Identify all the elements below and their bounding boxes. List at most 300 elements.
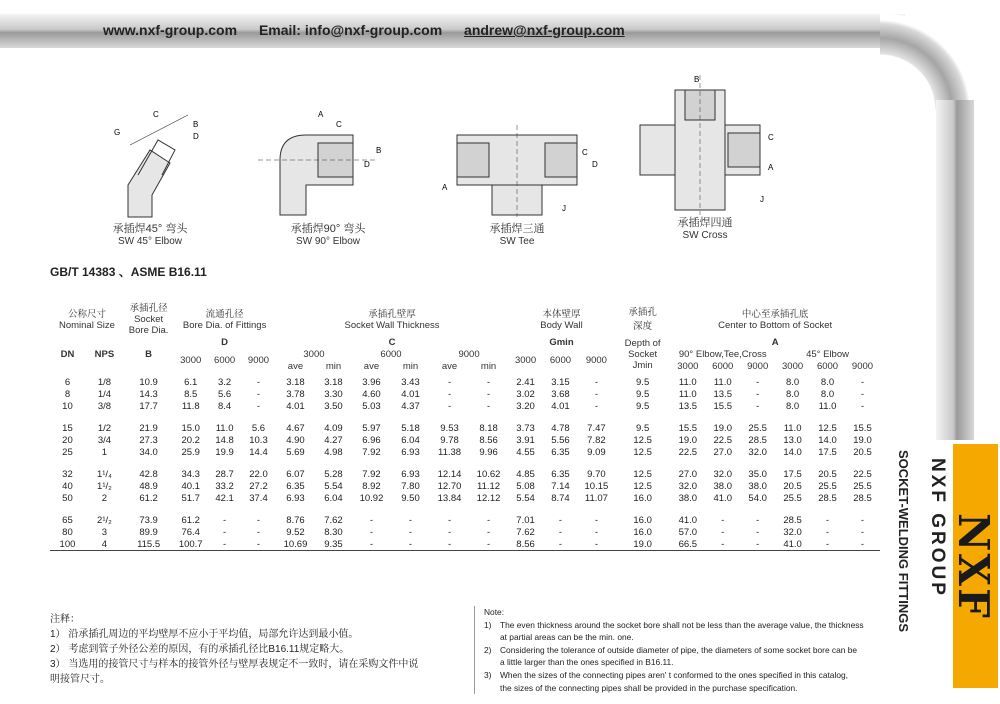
table-cell: 13.5 (678, 400, 698, 412)
note-line: at partial areas can be the min. one. (500, 632, 634, 643)
table-cell: 27.2 (249, 480, 268, 492)
table-cell: 10.15 (584, 480, 609, 492)
a90-6000: 6000 (712, 360, 734, 372)
table-cell: - (486, 526, 491, 538)
table-cell: 19.0 (633, 538, 652, 550)
table-cell: 8 (64, 388, 71, 400)
table-cell: 8.0 (820, 377, 835, 388)
table-cell: 9.5 (636, 423, 650, 434)
a45-6000: 6000 (816, 360, 839, 372)
table-cell: - (223, 538, 227, 550)
table-cell: 6.04 (401, 434, 420, 446)
table-cell: 8.76 (286, 515, 305, 526)
table-cell: - (594, 388, 598, 400)
table-cell: 20 (62, 434, 73, 446)
website-link[interactable]: www.nxf-group.com (103, 22, 238, 38)
table-cell: 9.5 (636, 388, 650, 400)
figure-tee-cn: 承插焊三通 (489, 223, 545, 235)
table-cell: 73.9 (139, 515, 158, 526)
table-cell: 16.0 (633, 526, 652, 538)
table-cell: 13.84 (437, 492, 462, 504)
table-cell: - (756, 377, 760, 388)
table-cell: 41.0 (713, 492, 732, 504)
table-cell: - (256, 526, 261, 538)
table-cell: 14.0 (818, 434, 837, 446)
table-cell: 66.5 (678, 538, 698, 550)
table-cell: 19.9 (215, 446, 234, 458)
dim-c-label-90: C (336, 120, 342, 129)
table-cell: 1¹/₄ (96, 469, 112, 480)
table-cell: - (594, 515, 598, 526)
table-cell: 51.7 (181, 492, 200, 504)
table-cell: - (756, 400, 760, 412)
table-cell: 3.50 (324, 400, 343, 412)
table-cell: - (721, 538, 725, 550)
table-cell: - (223, 526, 227, 538)
table-cell: 6.35 (286, 480, 305, 492)
rule-cell (50, 551, 880, 554)
table-cell: 3.2 (217, 377, 232, 388)
table-cell: - (721, 515, 725, 526)
table-cell: 12.5 (633, 446, 652, 458)
table-cell: 40 (62, 480, 73, 492)
table-cell: 50 (62, 492, 73, 504)
table-cell: 115.5 (137, 538, 161, 550)
bore-cn: 承插孔径 (129, 303, 168, 314)
c-6000-ave: ave (363, 360, 380, 372)
b-header: B (145, 348, 153, 360)
table-cell: 3.18 (324, 377, 343, 388)
table-cell: 4 (101, 538, 108, 550)
table-cell: 3.43 (401, 377, 420, 388)
table-cell: 54.0 (748, 492, 767, 504)
g-header: Gmin (549, 336, 574, 348)
table-cell: 28.5 (853, 492, 872, 504)
table-cell: 5.97 (362, 423, 381, 434)
elbow-90-drawing (258, 105, 398, 220)
nominal-size-header (50, 300, 124, 336)
notes-en (484, 606, 869, 694)
table-cell: - (756, 388, 760, 400)
table-row (50, 492, 880, 504)
d-header: D (221, 336, 229, 348)
table-cell: 6.96 (362, 434, 381, 446)
table-cell: 28.5 (783, 515, 802, 526)
table-cell: 4.98 (324, 446, 343, 458)
figure-tee (432, 105, 602, 247)
c-6000: 6000 (380, 348, 402, 360)
table-cell: 28.5 (748, 434, 767, 446)
table-cell: 20.5 (818, 469, 837, 480)
pipe-frame-right (936, 100, 974, 440)
table-cell: 2¹/₂ (97, 515, 112, 526)
table-cell: 5.08 (516, 480, 535, 492)
nominal-en: Nominal Size (58, 319, 115, 331)
dim-c-label-cross: C (768, 133, 774, 142)
bore-en2: Bore Dia. (128, 325, 169, 336)
a-header: A (771, 336, 779, 348)
c-3000-min: min (325, 360, 342, 372)
table-cell: 3 (101, 526, 108, 538)
table-row (50, 480, 880, 492)
notes-en-title: Note: (484, 607, 505, 617)
note-number: 3) (484, 669, 492, 680)
table-cell: 20.5 (783, 480, 802, 492)
table-cell: 16.0 (633, 492, 652, 504)
g-6000: 6000 (549, 354, 572, 366)
table-cell: 8.0 (785, 400, 800, 412)
figure-cross (630, 70, 780, 241)
table-cell: 37.4 (249, 492, 268, 504)
table-cell: 6.93 (401, 446, 420, 458)
table-cell: 10.9 (139, 377, 158, 388)
table-cell: 3.73 (516, 423, 535, 434)
wall-en: Socket Wall Thickness (344, 319, 440, 331)
table-cell: 4.27 (324, 434, 343, 446)
table-cell: 12.14 (437, 469, 462, 480)
table-cell: 4.60 (362, 388, 381, 400)
depth-cn2: 深度 (633, 321, 653, 332)
table-cell: 57.0 (678, 526, 698, 538)
table-cell: 32.0 (678, 480, 698, 492)
table-cell: 4.78 (551, 423, 570, 434)
table-cell: 17.7 (139, 400, 158, 412)
table-cell: 33.2 (215, 480, 234, 492)
table-cell: 7.80 (401, 480, 420, 492)
table-cell: 6.07 (286, 469, 305, 480)
table-cell: 38.0 (713, 480, 732, 492)
table-cell: 10 (62, 400, 73, 412)
notes-en-item-2 (484, 644, 869, 669)
table-cell: - (256, 400, 261, 412)
table-cell: 4.90 (286, 434, 305, 446)
figure-90-elbow (258, 105, 398, 247)
note-line: Considering the tolerance of outside diameter of pipe, the diameters of some socket bore can be (500, 644, 858, 655)
table-cell: 13.0 (783, 434, 802, 446)
table-cell: 5.03 (362, 400, 381, 412)
table-cell: 9.50 (401, 492, 420, 504)
table-cell: 3/8 (97, 400, 112, 412)
table-cell: - (594, 400, 598, 412)
table-row (50, 412, 880, 434)
c-9000-ave: ave (441, 360, 458, 372)
notes-en-item-3 (484, 669, 869, 694)
table-cell: 42.1 (215, 492, 234, 504)
table-cell: 15.0 (181, 423, 200, 434)
dim-a-label: A (318, 110, 324, 119)
spec-table (50, 300, 880, 553)
a90-3000: 3000 (677, 360, 699, 372)
table-cell: 3.15 (551, 377, 570, 388)
notes-divider (474, 606, 475, 694)
table-cell: 32 (62, 469, 73, 480)
dn-header: DN (60, 348, 75, 360)
table-row (50, 446, 880, 458)
table-cell: - (756, 526, 760, 538)
dim-g-label: G (114, 128, 121, 137)
table-cell: 11.0 (783, 423, 802, 434)
table-cell: 9.5 (636, 377, 650, 388)
tee-drawing (432, 105, 602, 220)
table-cell: 4.01 (286, 400, 305, 412)
table-cell: 19.0 (713, 423, 732, 434)
table-cell: 11.0 (678, 388, 697, 400)
table-row (50, 400, 880, 412)
dim-d-label: D (193, 132, 199, 141)
table-cell: - (256, 515, 261, 526)
dim-c-label-tee: C (582, 148, 588, 157)
depth-en1: Depth of (624, 337, 661, 349)
table-cell: 22.0 (249, 469, 268, 480)
d-3000: 3000 (180, 354, 202, 366)
table-cell: 9.52 (286, 526, 305, 538)
g-3000: 3000 (514, 354, 537, 366)
notes-cn-item: 1） 沿承插孔周边的平均壁厚不应小于平均值，局部允许达到最小值。 (50, 629, 359, 640)
table-cell: 6.35 (551, 446, 570, 458)
table-cell: 32.0 (748, 446, 767, 458)
table-cell: 14.8 (215, 434, 234, 446)
table-cell: - (369, 538, 374, 550)
table-cell: 11.07 (584, 492, 608, 504)
table-cell: 1¹/₂ (97, 480, 112, 492)
table-cell: 8.30 (324, 526, 343, 538)
table-cell: - (558, 526, 563, 538)
standard-label: GB/T 14383 、ASME B16.11 (50, 265, 207, 279)
table-cell: 19.0 (678, 434, 698, 446)
table-cell: 6.93 (401, 469, 420, 480)
dim-b-label-90: B (376, 146, 382, 155)
table-cell: 11.0 (818, 400, 837, 412)
dim-a-label-cross: A (768, 163, 774, 172)
notes-en-item-1 (484, 619, 869, 644)
table-cell: 1/2 (97, 423, 112, 434)
figure-cross-cn: 承插焊四通 (677, 217, 733, 229)
c-3000: 3000 (303, 348, 325, 360)
notes-cn-title: 注释： (50, 614, 80, 625)
table-cell: 20.2 (181, 434, 200, 446)
table-cell: 22.5 (853, 469, 872, 480)
table-cell: 11.38 (437, 446, 462, 458)
table-cell: 17.5 (783, 469, 802, 480)
table-cell: 6.93 (286, 492, 305, 504)
c-3000-ave: ave (287, 360, 304, 372)
table-cell: 4.01 (551, 400, 570, 412)
table-cell: 10.69 (283, 538, 308, 550)
table-cell: - (825, 538, 830, 550)
table-cell: 1/8 (97, 377, 112, 388)
table-cell: 25.5 (853, 480, 872, 492)
table-cell: - (486, 377, 491, 388)
table-cell: 4.37 (401, 400, 420, 412)
table-cell: 89.9 (139, 526, 158, 538)
table-cell: 8.92 (362, 480, 381, 492)
table-cell: 32.0 (783, 526, 802, 538)
table-cell: 4.09 (324, 423, 343, 434)
table-cell: 7.01 (516, 515, 535, 526)
table-cell: 6 (64, 377, 71, 388)
table-cell: 34.3 (181, 469, 200, 480)
table-cell: - (369, 526, 374, 538)
table-cell: 8.56 (516, 538, 535, 550)
g-9000: 9000 (585, 354, 607, 366)
table-cell: - (860, 377, 865, 388)
table-cell: 16.0 (633, 515, 652, 526)
table-cell: - (825, 526, 830, 538)
table-cell: 11.0 (713, 377, 732, 388)
a90-header: 90° Elbow,Tee,Cross (678, 348, 767, 360)
table-cell: 76.4 (181, 526, 200, 538)
figure-90-cn: 承插焊90° 弯头 (290, 223, 366, 235)
table-cell: 25.9 (181, 446, 200, 458)
table-cell: 22.5 (713, 434, 732, 446)
email-link[interactable]: Email: info@nxf-group.com (258, 22, 443, 38)
depth-header-cn (615, 300, 670, 336)
table-cell: 7.47 (587, 423, 606, 434)
table-cell: 8.0 (785, 388, 800, 400)
table-cell: 15.5 (678, 423, 698, 434)
table-cell: 5.28 (324, 469, 343, 480)
table-cell: 5.54 (324, 480, 343, 492)
table-cell: 10.3 (249, 434, 268, 446)
table-cell: 8.5 (184, 388, 198, 400)
table-cell: 4.67 (286, 423, 305, 434)
table-cell: 6.1 (184, 377, 198, 388)
c-9000-min: min (480, 360, 497, 372)
table-cell: 3/4 (97, 434, 112, 446)
table-cell: - (594, 538, 598, 550)
table-cell: 10.92 (359, 492, 384, 504)
table-cell: 21.9 (139, 423, 158, 434)
table-cell: 9.70 (587, 469, 606, 480)
flow-cn: 流通孔径 (205, 308, 244, 320)
table-cell: 9.35 (324, 538, 343, 550)
c-9000: 9000 (458, 348, 480, 360)
center-cn: 中心至承插孔底 (741, 308, 809, 320)
table-cell: 4.01 (401, 388, 420, 400)
table-cell: 3.18 (286, 377, 305, 388)
table-cell: - (756, 538, 760, 550)
table-cell: 12.70 (437, 480, 462, 492)
table-cell: 4.85 (516, 469, 535, 480)
logo-text: NXF (949, 512, 998, 620)
c-header: C (388, 336, 396, 348)
table-cell: - (408, 526, 413, 538)
table-cell: 22.5 (678, 446, 698, 458)
table-cell: 48.9 (139, 480, 158, 492)
table-cell: 2 (101, 492, 108, 504)
pipe-frame-bend (880, 14, 976, 110)
table-cell: 5.6 (217, 388, 232, 400)
table-row (50, 526, 880, 538)
table-cell: - (256, 388, 261, 400)
dim-b-label: B (193, 120, 199, 129)
table-cell: 38.0 (678, 492, 698, 504)
note-line: the sizes of the connecting pipes shall be provided in the purchase specification. (500, 682, 798, 693)
table-cell: - (825, 515, 830, 526)
table-cell: 15.5 (853, 423, 872, 434)
nps-header: NPS (94, 348, 115, 360)
notes-cn (50, 612, 470, 687)
table-cell: - (447, 400, 452, 412)
table-cell: 5.18 (401, 423, 420, 434)
table-cell: - (860, 388, 865, 400)
table-row (50, 372, 880, 388)
wall-cn: 承插孔壁厚 (368, 308, 416, 320)
d-9000: 9000 (247, 354, 270, 366)
table-cell: 42.8 (139, 469, 158, 480)
table-cell: - (447, 526, 452, 538)
center-header (670, 300, 880, 336)
table-cell: 35.0 (748, 469, 767, 480)
table-cell: 5.54 (516, 492, 535, 504)
table-cell: 27.0 (678, 469, 698, 480)
nxf-logo (949, 444, 998, 688)
table-cell: 5.56 (551, 434, 570, 446)
dim-d-label-tee: D (592, 160, 598, 169)
table-cell: - (756, 515, 760, 526)
table-cell: 3.96 (362, 377, 381, 388)
note-line: When the sizes of the connecting pipes aren' t conformed to the ones specified in this catalog, (500, 669, 848, 680)
table-row (50, 434, 880, 446)
dim-d-label-90: D (364, 160, 370, 169)
bore-header (124, 300, 173, 336)
table-cell: 27.3 (139, 434, 158, 446)
table-bottom-rule (50, 551, 880, 554)
table-cell: - (408, 538, 413, 550)
table-cell: 100 (59, 538, 76, 550)
table-cell: 3.91 (516, 434, 535, 446)
depth-cn1: 承插孔 (628, 307, 657, 318)
table-cell: 9.09 (587, 446, 606, 458)
table-cell: 7.62 (324, 515, 343, 526)
table-cell: 1/4 (97, 388, 112, 400)
depth-header-en (615, 336, 670, 372)
table-cell: 5.6 (251, 423, 266, 434)
contact-email-link[interactable]: andrew@nxf-group.com (464, 22, 625, 38)
table-cell: 28.7 (215, 469, 234, 480)
figure-cross-en: SW Cross (682, 230, 728, 241)
table-cell: - (721, 526, 725, 538)
table-cell: - (447, 538, 452, 550)
side-title: SOCKET-WELDING FITTINGS (896, 450, 911, 632)
table-cell: 11.0 (678, 377, 697, 388)
table-cell: - (594, 377, 598, 388)
table-cell: 1 (101, 446, 108, 458)
table-cell: 11.8 (181, 400, 200, 412)
table-row (50, 458, 880, 480)
table-cell: 12.5 (818, 423, 837, 434)
table-cell: 14.4 (249, 446, 268, 458)
table-cell: - (860, 538, 865, 550)
table-cell: - (860, 515, 865, 526)
table-cell: 19.0 (853, 434, 872, 446)
table-cell: - (223, 515, 227, 526)
note-line: a little larger than the ones specified in B16.11. (500, 657, 674, 668)
wall-header (276, 300, 508, 336)
table-cell: 13.5 (713, 388, 732, 400)
table-cell: - (256, 377, 261, 388)
table-cell: 15 (62, 423, 73, 434)
dim-b-label-cross: B (694, 75, 700, 84)
table-cell: - (558, 515, 563, 526)
table-cell: - (447, 388, 452, 400)
body-header (508, 300, 615, 336)
c-6000-min: min (402, 360, 419, 372)
j-header: Jmin (632, 359, 653, 371)
figure-90-en: SW 90° Elbow (295, 236, 361, 247)
table-cell: 25.5 (748, 423, 767, 434)
table-row (50, 538, 880, 551)
